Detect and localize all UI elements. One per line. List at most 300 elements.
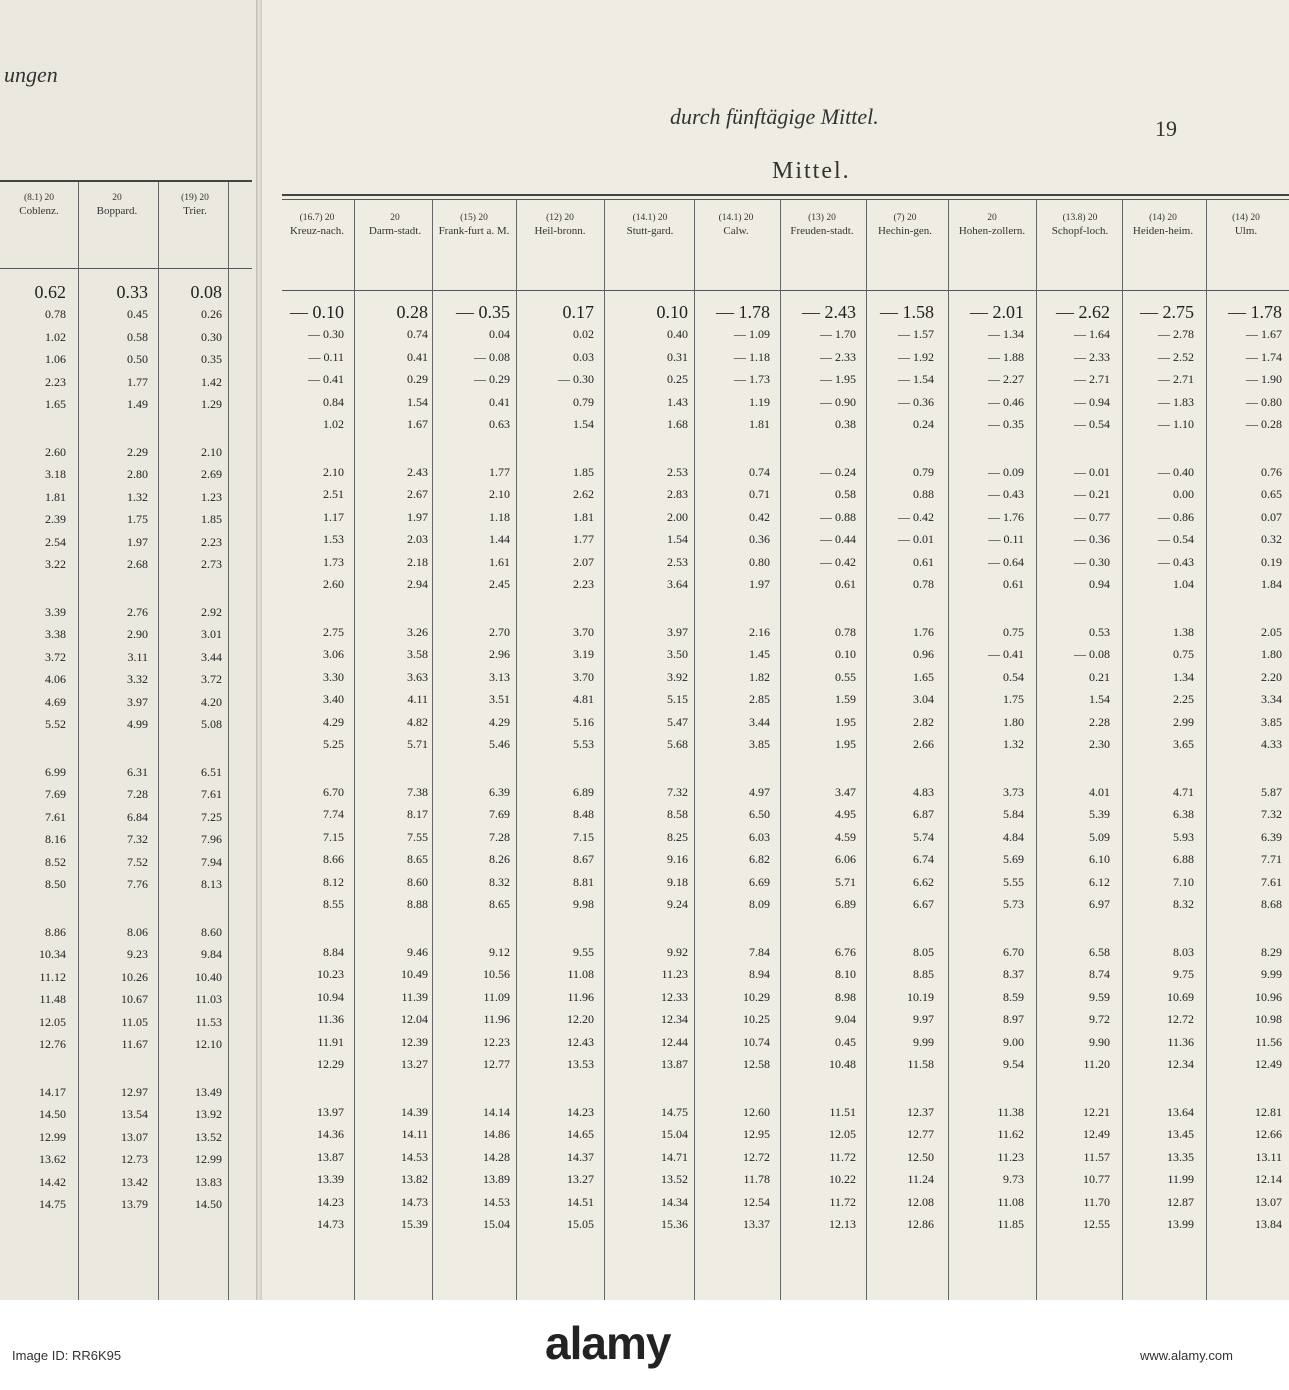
column-rule [604,200,605,1300]
table-cell: 4.06 [45,672,66,687]
table-cell: 3.70 [573,669,594,684]
table-cell: 0.33 [116,282,148,302]
column-header-station: Kreuz-nach. [289,225,345,237]
table-cell: — 1.74 [1246,349,1282,364]
table-cell: 0.30 [201,329,222,344]
table-cell: 3.51 [489,692,510,707]
column-rule [516,200,517,1300]
column-header [608,212,692,238]
table-cell: 1.02 [45,329,66,344]
table-cell: 5.55 [1003,874,1024,889]
table-cell: 12.20 [567,1012,594,1027]
table-cell: 13.87 [317,1149,344,1164]
table-cell: 8.03 [1173,945,1194,959]
table-cell: 11.72 [829,1149,856,1164]
table-cell: 2.29 [127,445,148,459]
column-rule [158,182,159,1300]
table-cell: 11.08 [997,1194,1024,1209]
table-cell: 0.84 [323,394,344,409]
table-cell: — 0.30 [558,372,594,387]
table-cell: 11.72 [829,1194,856,1209]
column-header-station: Darm-stadt. [368,225,422,237]
table-cell: 4.11 [407,692,428,707]
table-cell: 11.36 [317,1012,344,1027]
table-cell: 3.97 [127,694,148,709]
table-cell: 13.35 [1167,1149,1194,1164]
table-cell: — 0.86 [1158,509,1194,524]
table-cell: 0.45 [835,1034,856,1049]
table-cell: 10.19 [907,989,934,1004]
table-cell: 2.60 [323,577,344,591]
column-rule [78,182,79,1300]
table-cell: — 2.71 [1158,372,1194,387]
header-rule [282,290,1289,291]
right-running-head: durch fünftägige Mittel. [670,104,879,129]
table-cell: 3.11 [127,649,148,664]
table-cell: 12.76 [39,1037,66,1051]
table-cell: — 0.77 [1074,509,1110,524]
table-cell: 6.99 [45,765,66,779]
table-cell: 2.30 [1089,737,1110,751]
column-header-station: Coblenz. [19,205,59,217]
table-cell: 8.94 [749,967,770,982]
table-cell: — 1.34 [988,327,1024,342]
table-cell: — 1.88 [988,349,1024,364]
table-cell: 1.97 [407,509,428,524]
table-cell: 12.04 [401,1012,428,1027]
table-cell: 13.52 [661,1172,688,1187]
section-title: Mittel. [772,158,851,184]
table-cell: 9.99 [913,1034,934,1049]
table-cell: 2.85 [749,692,770,707]
table-cell: 11.23 [661,967,688,982]
column-rule [354,200,355,1300]
table-cell: 0.08 [190,282,222,302]
table-cell: — 1.73 [734,372,770,387]
table-cell: 1.23 [201,489,222,504]
table-cell: 6.69 [749,874,770,889]
table-cell: 7.61 [45,809,66,824]
column-header [1124,212,1202,238]
table-cell: 9.92 [667,945,688,959]
column-header-station: Frank-furt a. M. [438,225,510,237]
table-cell: 0.00 [1173,487,1194,502]
table-cell: 2.51 [323,487,344,502]
table-cell: 0.03 [573,349,594,364]
table-cell: — 1.95 [820,372,856,387]
table-cell: 9.59 [1089,989,1110,1004]
table-cell: — 0.08 [1074,647,1110,662]
table-cell: 5.47 [667,714,688,729]
table-cell: 12.29 [317,1057,344,1071]
table-cell: 10.29 [743,989,770,1004]
table-cell: — 2.01 [970,302,1024,322]
table-cell: 3.38 [45,627,66,642]
table-cell: 8.10 [835,967,856,982]
table-cell: 0.29 [407,372,428,387]
table-cell: 1.75 [1003,692,1024,707]
column-header [520,212,600,238]
table-cell: 1.54 [1089,692,1110,707]
table-cell: 0.28 [396,302,428,322]
table-cell: 1.42 [201,374,222,389]
table-cell: 10.34 [39,947,66,962]
table-cell: 12.37 [907,1105,934,1119]
table-cell: 7.15 [573,829,594,844]
table-cell: 14.34 [661,1194,688,1209]
table-cell: — 2.52 [1158,349,1194,364]
table-cell: 7.32 [1261,807,1282,822]
table-cell: 1.95 [835,714,856,729]
table-cell: 9.46 [407,945,428,959]
table-cell: 3.44 [201,649,222,664]
table-cell: — 0.08 [474,349,510,364]
table-cell: 5.93 [1173,829,1194,844]
table-cell: 3.40 [323,692,344,707]
table-cell: 9.04 [835,1012,856,1027]
table-cell: 3.58 [407,647,428,662]
table-cell: 12.50 [907,1149,934,1164]
table-cell: 8.66 [323,852,344,867]
table-cell: 2.80 [127,467,148,482]
table-cell: 1.04 [1173,577,1194,591]
table-cell: 2.23 [45,374,66,389]
table-cell: 9.72 [1089,1012,1110,1027]
table-cell: 0.40 [667,327,688,342]
table-cell: 8.13 [201,877,222,891]
table-cell: 11.23 [997,1149,1024,1164]
table-cell: 8.65 [489,897,510,911]
table-cell: 0.76 [1261,465,1282,479]
table-cell: 7.69 [45,787,66,802]
table-cell: 3.85 [1261,714,1282,729]
table-cell: 12.99 [195,1152,222,1167]
table-cell: 13.37 [743,1217,770,1231]
table-cell: — 0.46 [988,394,1024,409]
table-cell: — 0.80 [1246,394,1282,409]
column-header-count: (8.1) 20 [23,193,55,203]
table-cell: 12.13 [829,1217,856,1231]
column-rule [694,200,695,1300]
table-cell: 12.73 [121,1152,148,1167]
table-cell: 1.44 [489,532,510,547]
table-cell: 13.49 [195,1085,222,1099]
table-cell: 0.26 [201,307,222,322]
table-cell: 14.28 [483,1149,510,1164]
table-cell: — 0.40 [1158,465,1194,479]
table-cell: 2.10 [323,465,344,479]
table-cell: 0.17 [562,302,594,322]
table-cell: 12.10 [195,1037,222,1051]
table-cell: — 1.78 [1228,302,1282,322]
table-cell: 2.67 [407,487,428,502]
table-cell: 14.50 [195,1197,222,1211]
table-cell: 7.55 [407,829,428,844]
table-cell: 13.79 [121,1197,148,1211]
table-cell: 0.58 [127,329,148,344]
table-cell: 3.97 [667,625,688,639]
table-cell: 14.36 [317,1127,344,1142]
table-cell: — 0.41 [308,372,344,387]
table-cell: 1.53 [323,532,344,547]
table-cell: 1.81 [749,417,770,431]
column-header-count: (7) 20 [893,213,917,223]
table-cell: 8.52 [45,854,66,869]
table-cell: 0.38 [835,417,856,431]
table-cell: 0.94 [1089,577,1110,591]
table-cell: 13.97 [317,1105,344,1119]
table-cell: 4.81 [573,692,594,707]
table-cell: 7.25 [201,809,222,824]
table-cell: 7.28 [489,829,510,844]
table-cell: 6.87 [913,807,934,822]
table-cell: 11.62 [997,1127,1024,1142]
column-header [1210,212,1282,238]
table-cell: 6.31 [127,765,148,779]
table-cell: — 0.36 [1074,532,1110,547]
table-cell: 0.24 [913,417,934,431]
table-cell: 7.38 [407,785,428,799]
table-cell: 14.23 [317,1194,344,1209]
table-cell: 6.89 [573,785,594,799]
column-header-count: (14) 20 [1232,213,1260,223]
table-cell: 5.69 [1003,852,1024,867]
table-cell: 6.97 [1089,897,1110,911]
table-cell: 4.33 [1261,737,1282,751]
table-cell: 9.18 [667,874,688,889]
table-cell: 7.94 [201,854,222,869]
table-cell: 3.01 [201,627,222,642]
column-header [952,212,1032,238]
table-cell: — 0.21 [1074,487,1110,502]
table-cell: 1.49 [127,397,148,411]
table-cell: 2.00 [667,509,688,524]
table-cell: 11.57 [1083,1149,1110,1164]
table-cell: 1.77 [489,465,510,479]
table-cell: 2.62 [573,487,594,502]
table-cell: 8.55 [323,897,344,911]
table-cell: 5.87 [1261,785,1282,799]
table-top-rule [0,180,252,182]
table-cell: — 0.54 [1074,417,1110,431]
table-cell: 6.58 [1089,945,1110,959]
column-header-station: Hechin-gen. [877,225,933,237]
table-cell: 0.74 [407,327,428,342]
table-cell: 12.21 [1083,1105,1110,1119]
table-cell: 13.83 [195,1174,222,1189]
table-cell: 5.74 [913,829,934,844]
table-cell: 14.11 [401,1127,428,1142]
table-cell: 9.98 [573,897,594,911]
table-cell: 5.71 [407,737,428,751]
table-cell: 8.48 [573,807,594,822]
table-cell: 10.56 [483,967,510,982]
table-cell: 2.18 [407,554,428,569]
column-header-station: Trier. [183,205,207,217]
column-rule [1206,200,1207,1300]
column-header-count: (13) 20 [808,213,836,223]
table-cell: 14.14 [483,1105,510,1119]
table-cell: 2.03 [407,532,428,547]
table-cell: 7.84 [749,945,770,959]
table-cell: 0.71 [749,487,770,502]
table-cell: 12.55 [1083,1217,1110,1231]
table-cell: — 0.41 [988,647,1024,662]
table-cell: 4.01 [1089,785,1110,799]
table-cell: 0.54 [1003,669,1024,684]
table-cell: 12.77 [483,1057,510,1071]
column-header [282,212,352,238]
table-cell: 2.70 [489,625,510,639]
table-cell: 14.53 [483,1194,510,1209]
table-cell: 2.66 [913,737,934,751]
table-cell: 5.84 [1003,807,1024,822]
table-cell: 13.39 [317,1172,344,1187]
table-cell: 0.88 [913,487,934,502]
table-cell: 0.41 [489,394,510,409]
column-header-count: 20 [112,193,122,203]
table-cell: 3.47 [835,785,856,799]
table-cell: 12.54 [743,1194,770,1209]
table-cell: 8.06 [127,925,148,939]
table-cell: 9.75 [1173,967,1194,982]
table-cell: 14.73 [401,1194,428,1209]
table-cell: 12.34 [661,1012,688,1027]
table-cell: 5.52 [45,717,66,731]
table-cell: 10.26 [121,969,148,984]
table-cell: 2.96 [489,647,510,662]
table-cell: 1.54 [573,417,594,431]
table-cell: 2.39 [45,512,66,527]
table-cell: 6.51 [201,765,222,779]
table-cell: 3.30 [323,669,344,684]
table-cell: 0.61 [835,577,856,591]
table-cell: 8.12 [323,874,344,889]
table-cell: 6.88 [1173,852,1194,867]
table-cell: 2.73 [201,557,222,571]
table-cell: 11.96 [567,989,594,1004]
table-cell: 8.58 [667,807,688,822]
table-cell: 0.50 [127,352,148,367]
table-cell: 6.38 [1173,807,1194,822]
table-cell: 6.74 [913,852,934,867]
table-cell: — 1.58 [880,302,934,322]
table-cell: 6.67 [913,897,934,911]
table-cell: 13.53 [567,1057,594,1071]
table-cell: 15.05 [567,1217,594,1231]
column-header-count: (14.1) 20 [718,213,754,223]
table-cell: 6.76 [835,945,856,959]
table-cell: — 0.30 [1074,554,1110,569]
table-cell: 3.19 [573,647,594,662]
table-cell: 2.43 [407,465,428,479]
table-cell: 5.71 [835,874,856,889]
table-cell: 1.38 [1173,625,1194,639]
table-cell: 1.85 [201,512,222,527]
table-cell: 13.62 [39,1152,66,1167]
column-header-count: (13.8) 20 [1062,213,1098,223]
table-cell: 11.05 [121,1014,148,1029]
table-cell: 10.98 [1255,1012,1282,1027]
table-cell: 9.84 [201,947,222,962]
table-cell: 3.63 [407,669,428,684]
table-cell: 7.28 [127,787,148,802]
table-cell: — 1.78 [716,302,770,322]
table-cell: 2.54 [45,534,66,549]
table-cell: 11.36 [1167,1034,1194,1049]
table-cell: — 0.35 [988,417,1024,431]
table-cell: 9.99 [1261,967,1282,982]
right-page [262,0,1289,1300]
table-cell: 12.49 [1255,1057,1282,1071]
table-cell: 12.34 [1167,1057,1194,1071]
table-cell: — 0.44 [820,532,856,547]
table-cell: 1.06 [45,352,66,367]
table-cell: 11.12 [39,969,66,984]
table-cell: 1.84 [1261,577,1282,591]
table-cell: 12.44 [661,1034,688,1049]
table-cell: 12.05 [39,1014,66,1029]
table-cell: 11.53 [195,1014,222,1029]
table-cell: 15.39 [401,1217,428,1231]
table-cell: 12.05 [829,1127,856,1142]
table-cell: — 1.09 [734,327,770,342]
table-cell: 2.23 [201,534,222,549]
table-cell: 6.06 [835,852,856,867]
column-header-count: (12) 20 [546,213,574,223]
table-cell: 1.80 [1261,647,1282,662]
table-cell: 6.39 [1261,829,1282,844]
table-cell: 7.32 [667,785,688,799]
table-cell: 1.32 [127,489,148,504]
table-cell: 11.85 [997,1217,1024,1231]
table-cell: 15.04 [661,1127,688,1142]
table-cell: 4.69 [45,694,66,709]
table-cell: 0.36 [749,532,770,547]
column-rule [228,182,229,1300]
table-cell: 11.03 [195,992,222,1007]
table-cell: 6.62 [913,874,934,889]
table-cell: 9.73 [1003,1172,1024,1187]
table-cell: 8.17 [407,807,428,822]
table-cell: 2.10 [201,445,222,459]
table-cell: — 1.90 [1246,372,1282,387]
table-cell: 5.15 [667,692,688,707]
table-cell: 10.77 [1083,1172,1110,1187]
table-cell: 10.40 [195,969,222,984]
table-cell: — 2.78 [1158,327,1194,342]
table-cell: 0.65 [1261,487,1282,502]
column-header-station: Heiden-heim. [1132,225,1194,237]
table-cell: — 0.43 [988,487,1024,502]
table-cell: 3.72 [201,672,222,687]
table-cell: 11.20 [1083,1057,1110,1071]
table-cell: 13.82 [401,1172,428,1187]
table-cell: 8.60 [407,874,428,889]
table-cell: 0.32 [1261,532,1282,547]
table-cell: 4.59 [835,829,856,844]
table-cell: 4.71 [1173,785,1194,799]
table-cell: 11.48 [39,992,66,1007]
column-header-count: (16.7) 20 [299,213,335,223]
table-cell: 8.32 [1173,897,1194,911]
table-cell: 6.70 [323,785,344,799]
column-header-station: Ulm. [1234,225,1258,237]
table-cell: — 0.42 [820,554,856,569]
table-cell: 0.78 [913,577,934,591]
table-cell: — 1.57 [898,327,934,342]
table-cell: 2.25 [1173,692,1194,707]
